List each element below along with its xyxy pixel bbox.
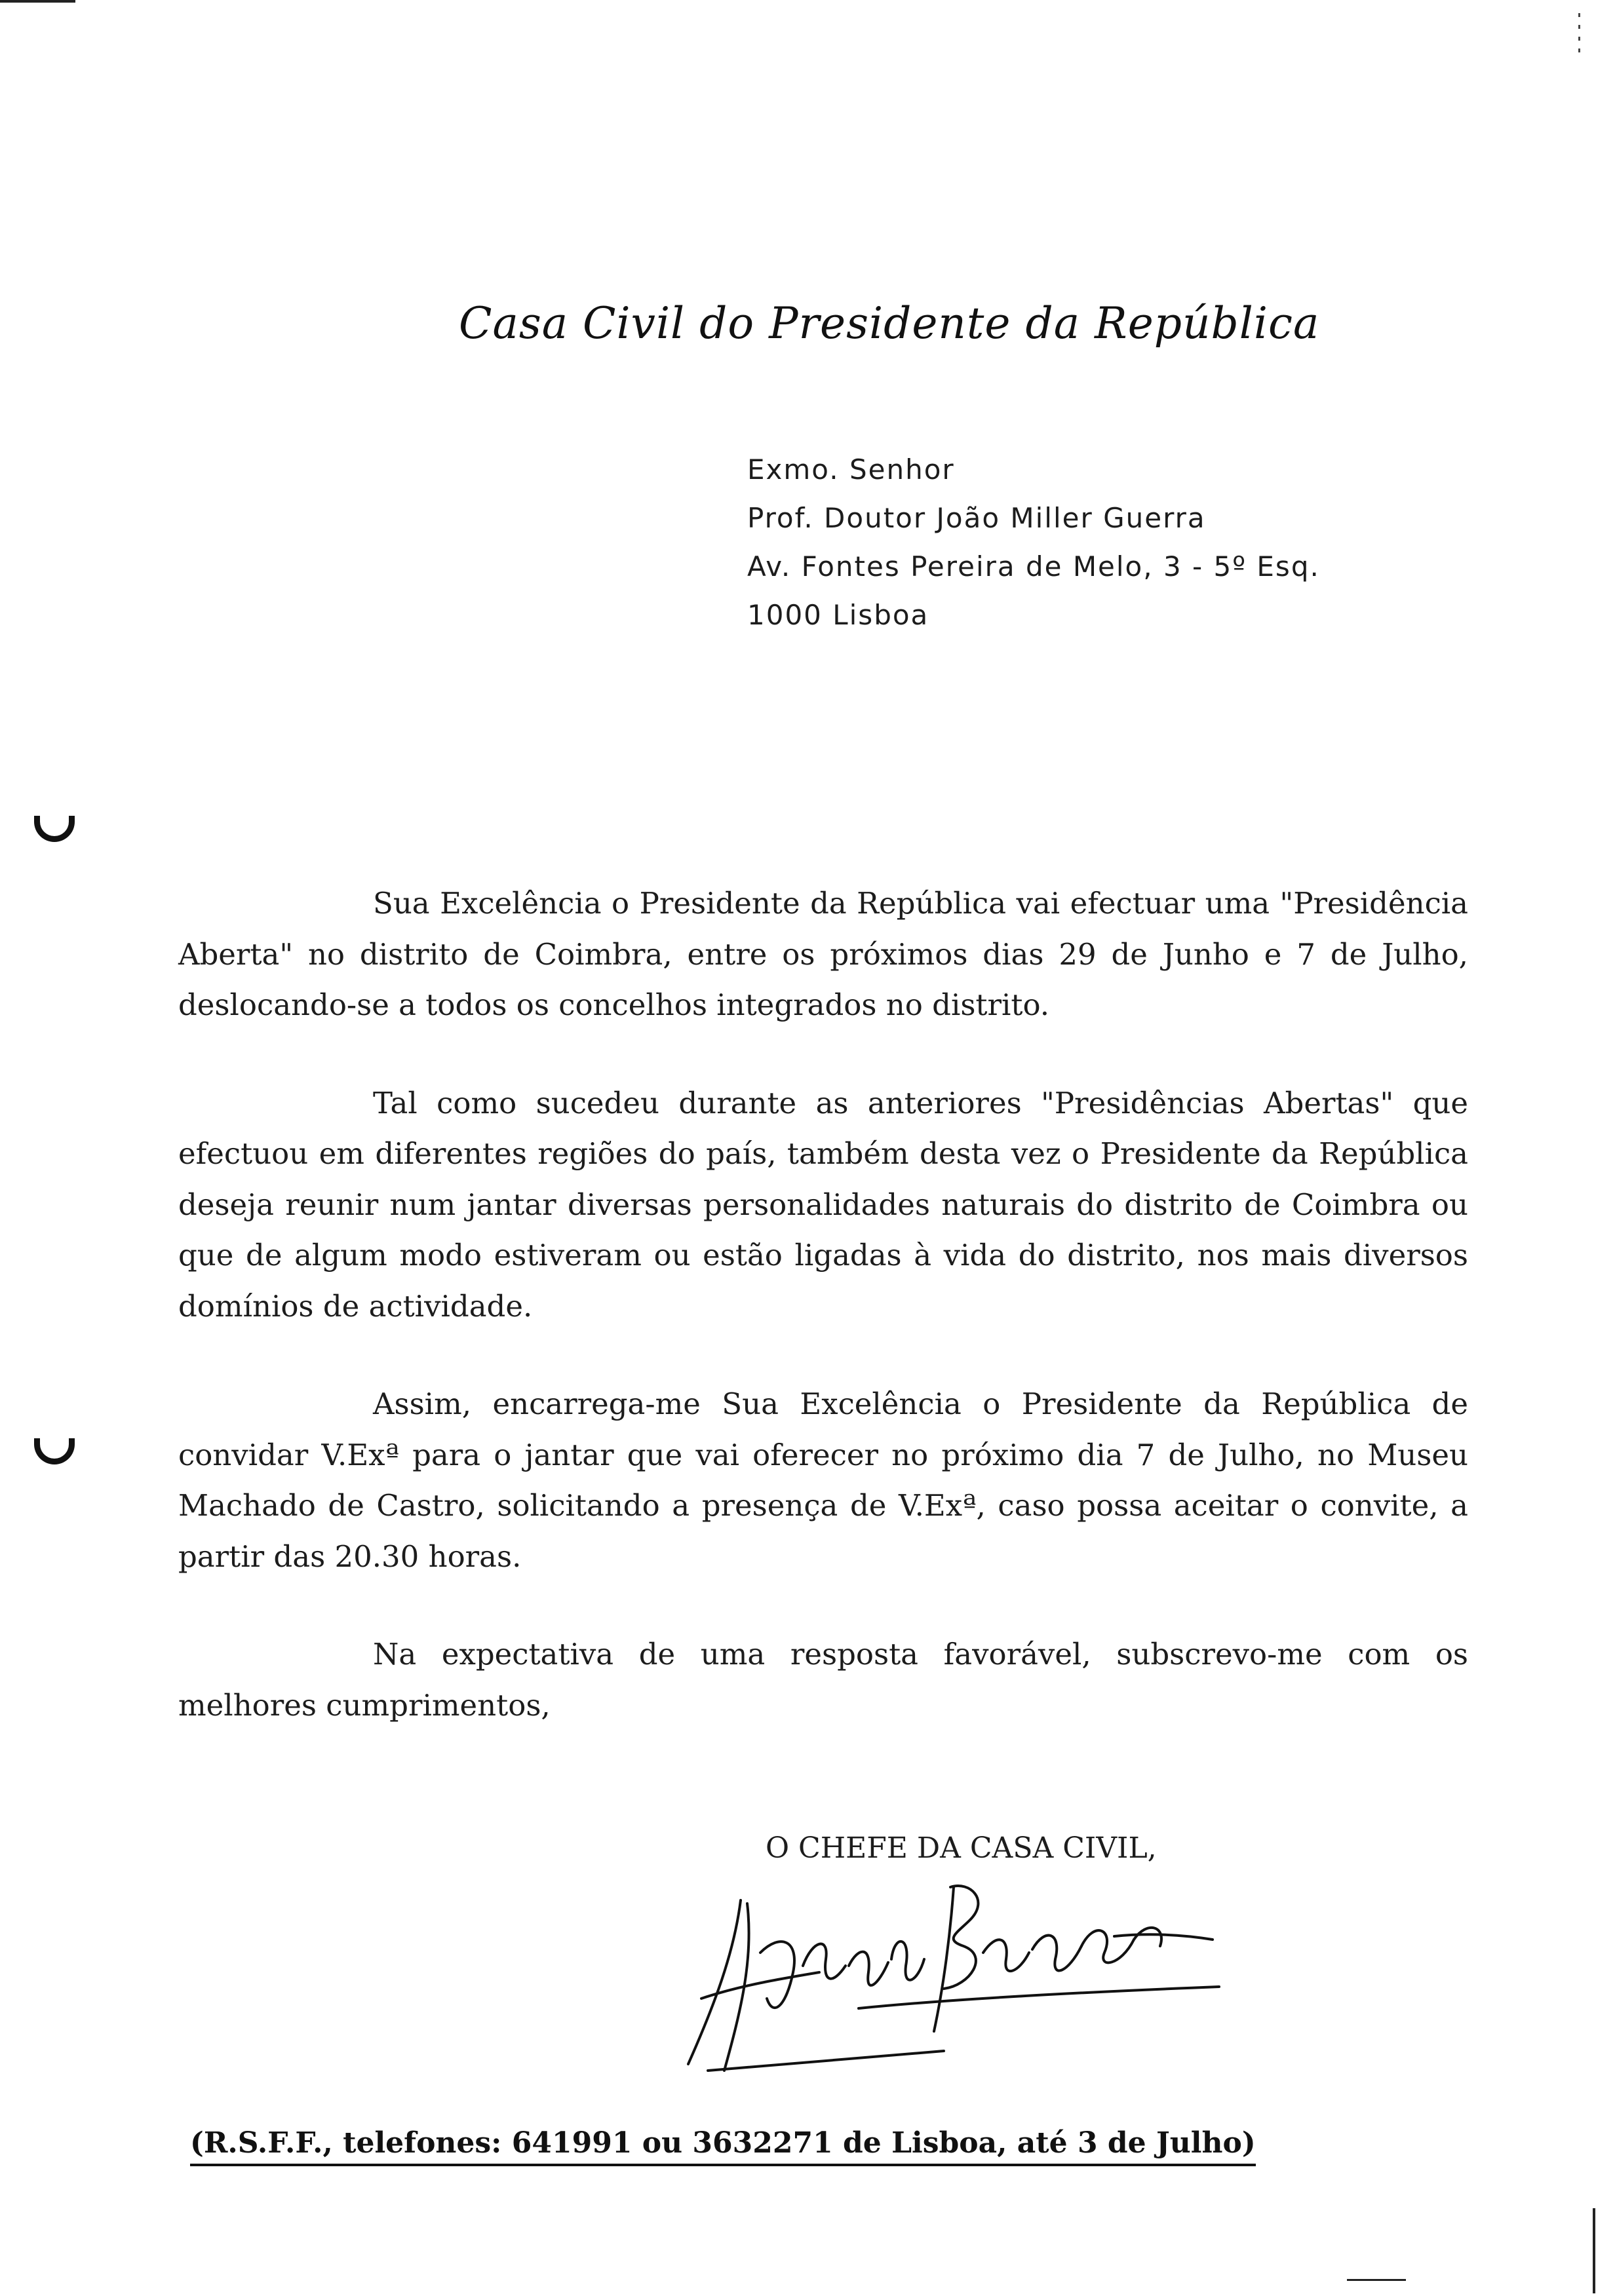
scan-edge-mark [1593, 2208, 1595, 2293]
body-paragraph: Tal como sucedeu durante as anteriores "Presidências Abertas" que efectuou em diferentes regiões do país, também desta vez o Presidente da República deseja reunir num jantar diversas personalidades naturais do distrito de Coimbra ou que de algum modo estiveram ou estão ligadas à vida do distrito, nos mais diversos domínios de actividade. [178, 1085, 1468, 1324]
closing-title: O CHEFE DA CASA CIVIL, [766, 1831, 1157, 1865]
letterhead: Casa Civil do Presidente da República [459, 298, 1320, 349]
punch-hole-mark [34, 816, 75, 842]
recipient-line: Exmo. Senhor [747, 453, 955, 486]
handwritten-signature [662, 1874, 1239, 2090]
body-paragraph: Sua Excelência o Presidente da República vai efectuar uma "Presidência Aberta" no distrito de Coimbra, entre os próximos dias 29 de Junho e 7 de Julho, deslocando-se a todos os concelhos integrados no distrito. [178, 886, 1468, 1022]
scan-edge-mark [1347, 2279, 1406, 2281]
punch-hole-mark [34, 1438, 75, 1464]
recipient-address [747, 446, 1320, 640]
recipient-line: Av. Fontes Pereira de Melo, 3 - 5º Esq. [747, 550, 1320, 583]
body-paragraph: Assim, encarrega-me Sua Excelência o Presidente da República de convidar V.Exª para o jantar que vai oferecer no próximo dia 7 de Julho, no Museu Machado de Castro, solicitando a presença de V.Exª, caso possa aceitar o convite, a partir das 20.30 horas. [178, 1387, 1468, 1574]
body-paragraph: Na expectativa de uma resposta favorável, subscrevo-me com os melhores cumprimentos, [178, 1637, 1468, 1723]
scan-edge-mark [1578, 13, 1580, 59]
letter-body [178, 878, 1468, 1778]
recipient-line: 1000 Lisboa [747, 599, 929, 631]
scan-edge-mark [0, 0, 75, 3]
recipient-line: Prof. Doutor João Miller Guerra [747, 502, 1206, 534]
footer-note: (R.S.F.F., telefones: 641991 ou 3632271 de Lisboa, até 3 de Julho) [190, 2126, 1256, 2166]
